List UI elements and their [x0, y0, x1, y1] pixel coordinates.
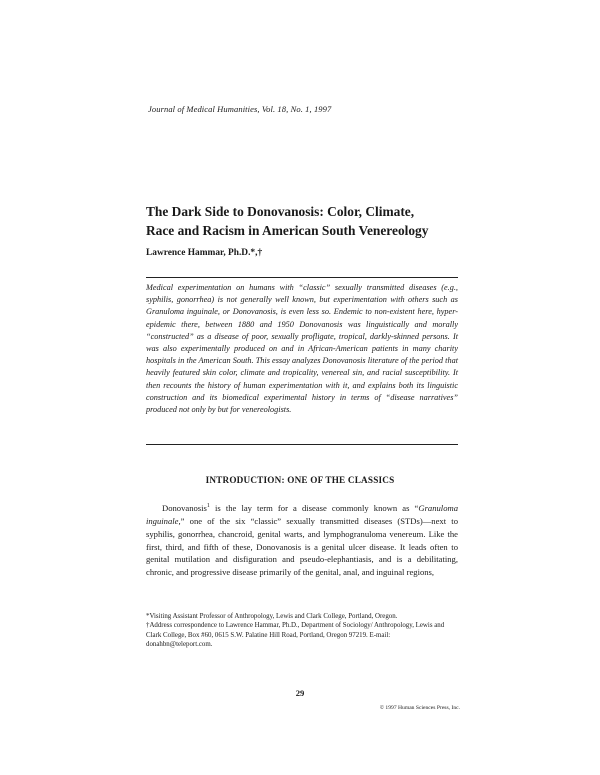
- author-byline: Lawrence Hammar, Ph.D.*,†: [146, 248, 263, 258]
- footnote-correspondence: †Address correspondence to Lawrence Hammar, Ph.D., Department of Sociology/ Anthropology, Lewis and Clark College, Box #60, 0615 S.W. Palatine Hill Road, Portland, Oregon 97219. E-mail: donahbn@teleport.com.: [146, 622, 445, 649]
- abstract-text: Medical experimentation on humans with “classic” sexually transmitted diseases (e.g., syphilis, gonorrhea) is not generally well known, but experimentation with others such as Granuloma inguinale, or Donovanosis, is even less so. Endemic to non-existent here, hyper-epidemic there, between 1880 and 1950 Donovanosis was linguistically and morally “constructed” as a disease of poor, sexually profligate, tropical, darkly-skinned persons. It was also experimentally produced on and in African-American patients in many charity hospitals in the American South. This essay analyzes Donovanosis literature of the period that heavily featured skin color, climate and tropicality, venereal sin, and racial susceptibility. It then recounts the history of human experimentation with it, and explains both its linguistic construction and its biomedical experimental history in terms of “disease narratives” produced not only by but for venereologists.: [146, 283, 458, 415]
- abstract-top-rule: [146, 277, 458, 278]
- footnote-marker: 1: [206, 503, 210, 509]
- intro-term: Donovanosis: [162, 502, 207, 513]
- intro-term-italic: Granuloma inguinale: [146, 502, 458, 526]
- title-line-1: The Dark Side to Donovanosis: Color, Climate,: [146, 204, 415, 219]
- footnotes: [146, 612, 458, 650]
- intro-text-a: is the lay term for a disease commonly known as “: [209, 502, 419, 513]
- footnote-affiliation: *Visiting Assistant Professor of Anthropology, Lewis and Clark College, Portland, Oregon.: [146, 613, 398, 620]
- journal-citation: Journal of Medical Humanities, Vol. 18, No. 1, 1997: [148, 104, 332, 114]
- section-heading: INTRODUCTION: ONE OF THE CLASSICS: [205, 475, 395, 485]
- copyright-notice: © 1997 Human Sciences Press, Inc.: [379, 705, 460, 711]
- title-line-2: Race and Racism in American South Venereology: [146, 223, 429, 238]
- page-number: 29: [295, 688, 305, 698]
- intro-paragraph: [146, 500, 458, 579]
- abstract-bottom-rule: [146, 444, 458, 445]
- intro-text-b: ,” one of the six “classic” sexually transmitted diseases (STDs)—next to syphilis, gonorrhea, chancroid, genital warts, and lymphogranuloma venereum. Like the first, third, and fifth of these, Donovanosis is a genital ulcer disease. It leads often to genital mutilation and disfiguration and pseudo-elephantiasis, and is a debilitating, chronic, and progressive disease primarily of the genital, anal, and inguinal regions,: [146, 515, 458, 578]
- article-title: [146, 202, 476, 240]
